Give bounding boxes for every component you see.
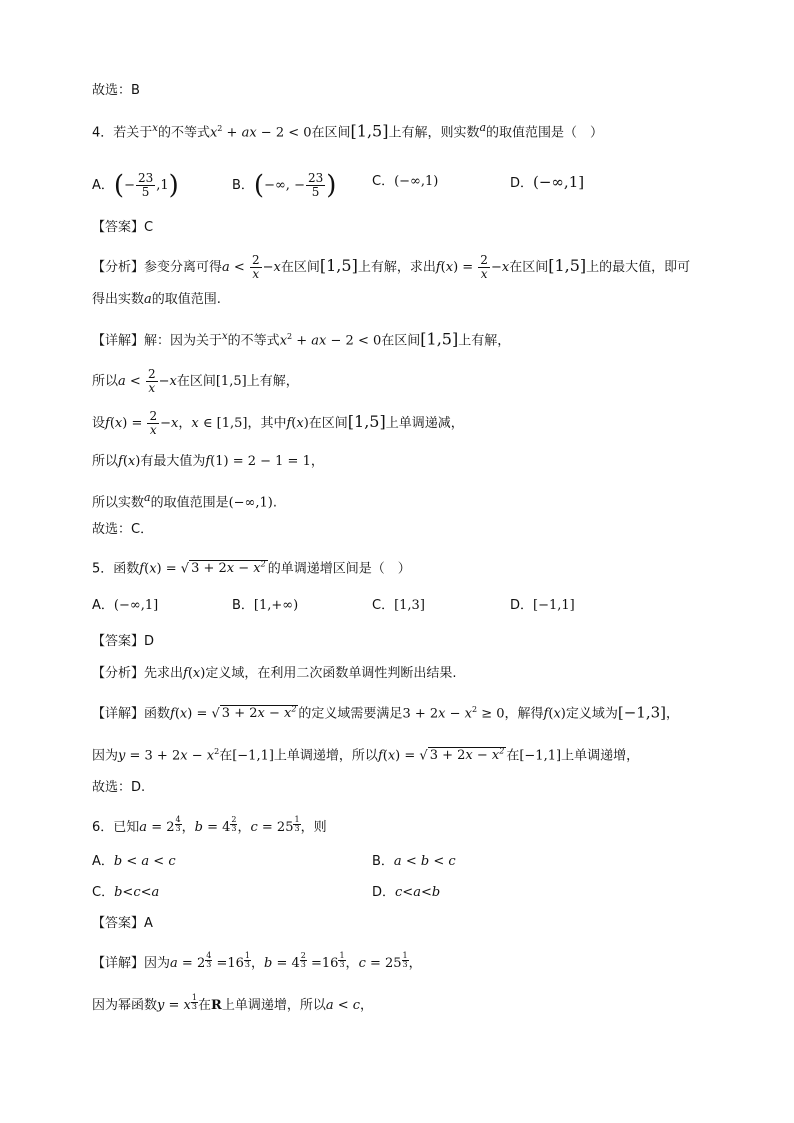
q4-analysis-cont: 得出实数a的取值范围. — [92, 292, 221, 307]
q4-answer: 【答案】C — [92, 220, 154, 235]
q5-analysis: 【分析】先求出f(x)定义域，在利用二次函数单调性判断出结果. — [92, 666, 457, 681]
q6-answer: 【答案】A — [92, 916, 153, 931]
q4-option-c: C．(−∞,1) — [372, 174, 439, 189]
q6-option-d: D．c<a<b — [372, 885, 441, 900]
q5-answer: 【答案】D — [92, 634, 155, 649]
q4-option-b: B．(−∞, − $\frac{23}{5}$ ) — [232, 170, 337, 201]
q4-detail-line2: 所以a < $\frac{2}{x}$ −x在区间[1,5]上有解， — [92, 367, 299, 395]
q6-detail-line2: 因为幂函数y = x $\frac{1}{3}$ 在R上单调递增，所以a < c， — [92, 993, 374, 1013]
q4-option-a: A．(− $\frac{23}{5}$ ,1) — [92, 170, 179, 201]
q5-detail-line2: 因为$y = 3 + 2x - x^2$在[−1,1]上单调递增，所以f(x) = √ $3 + 2x - x^2$ 在[−1,1]上单调递增， — [92, 747, 640, 764]
q5-option-c: C．[1,3] — [372, 598, 425, 613]
q4-option-d: D．(−∞,1] — [510, 173, 585, 191]
q6-stem: 6．已知a = 2 $\frac{4}{3}$ ，b = 4 $\frac{2}{3}$ ，c = 25 $\frac{1}{3}$ ，则 — [92, 815, 327, 835]
q5-option-d: D．[−1,1] — [510, 598, 575, 613]
q4-analysis: 【分析】参变分离可得a < $\frac{2}{x}$ −x在区间[1,5]上有解，求出f(x) = $\frac{2}{x}$ −x在区间[1,5]上的最大值，即可 — [92, 253, 691, 281]
q5-detail: 【详解】函数f(x) = √ $3 + 2x - x^2$ 的定义域需要满足$3 + 2x - x^2 \ge 0$，解得f(x)定义域为[−1,3]， — [92, 703, 680, 722]
q6-option-b: B．a < b < c — [372, 854, 456, 869]
q5-option-b: B．[1,+∞) — [232, 598, 299, 613]
q4-detail-line4: 所以f(x)有最大值为f(1) = 2 − 1 = 1， — [92, 454, 324, 469]
prev-choice: 故选：B — [92, 83, 140, 98]
q4-detail-line5: 所以实数$^a$的取值范围是(−∞,1). — [92, 491, 278, 511]
q6-option-a: A．b < a < c — [92, 854, 176, 869]
q6-detail: 【详解】因为a = 2 $\frac{4}{3}$ =16 $\frac{1}{3}$ ，b = 4 $\frac{2}{3}$ =16 $\frac{1}{3}$ ，c = 25 $\frac{1}{3}$ ， — [92, 951, 422, 971]
q4-detail-line3: 设f(x) = $\frac{2}{x}$ −x，x ∈ [1,5]，其中f(x)在区间[1,5]上单调递减， — [92, 409, 464, 437]
q5-choice: 故选：D. — [92, 780, 146, 795]
q6-option-c: C．b<c<a — [92, 885, 160, 900]
q5-option-a: A．(−∞,1] — [92, 598, 159, 613]
q4-choice: 故选：C． — [92, 522, 154, 537]
q4-stem: 4．若关于$^x$的不等式$x^2$ + ax − 2 < 0在区间[1,5]上有解，则实数$^a$的取值范围是（ ） — [92, 121, 604, 141]
q4-detail: 【详解】解：因为关于$^x$的不等式$x^2$ + ax − 2 < 0在区间[1,5]上有解， — [92, 329, 511, 349]
q5-stem: 5．函数f(x) = √ $3 + 2x - x^2$ 的单调递增区间是（ ） — [92, 560, 411, 577]
